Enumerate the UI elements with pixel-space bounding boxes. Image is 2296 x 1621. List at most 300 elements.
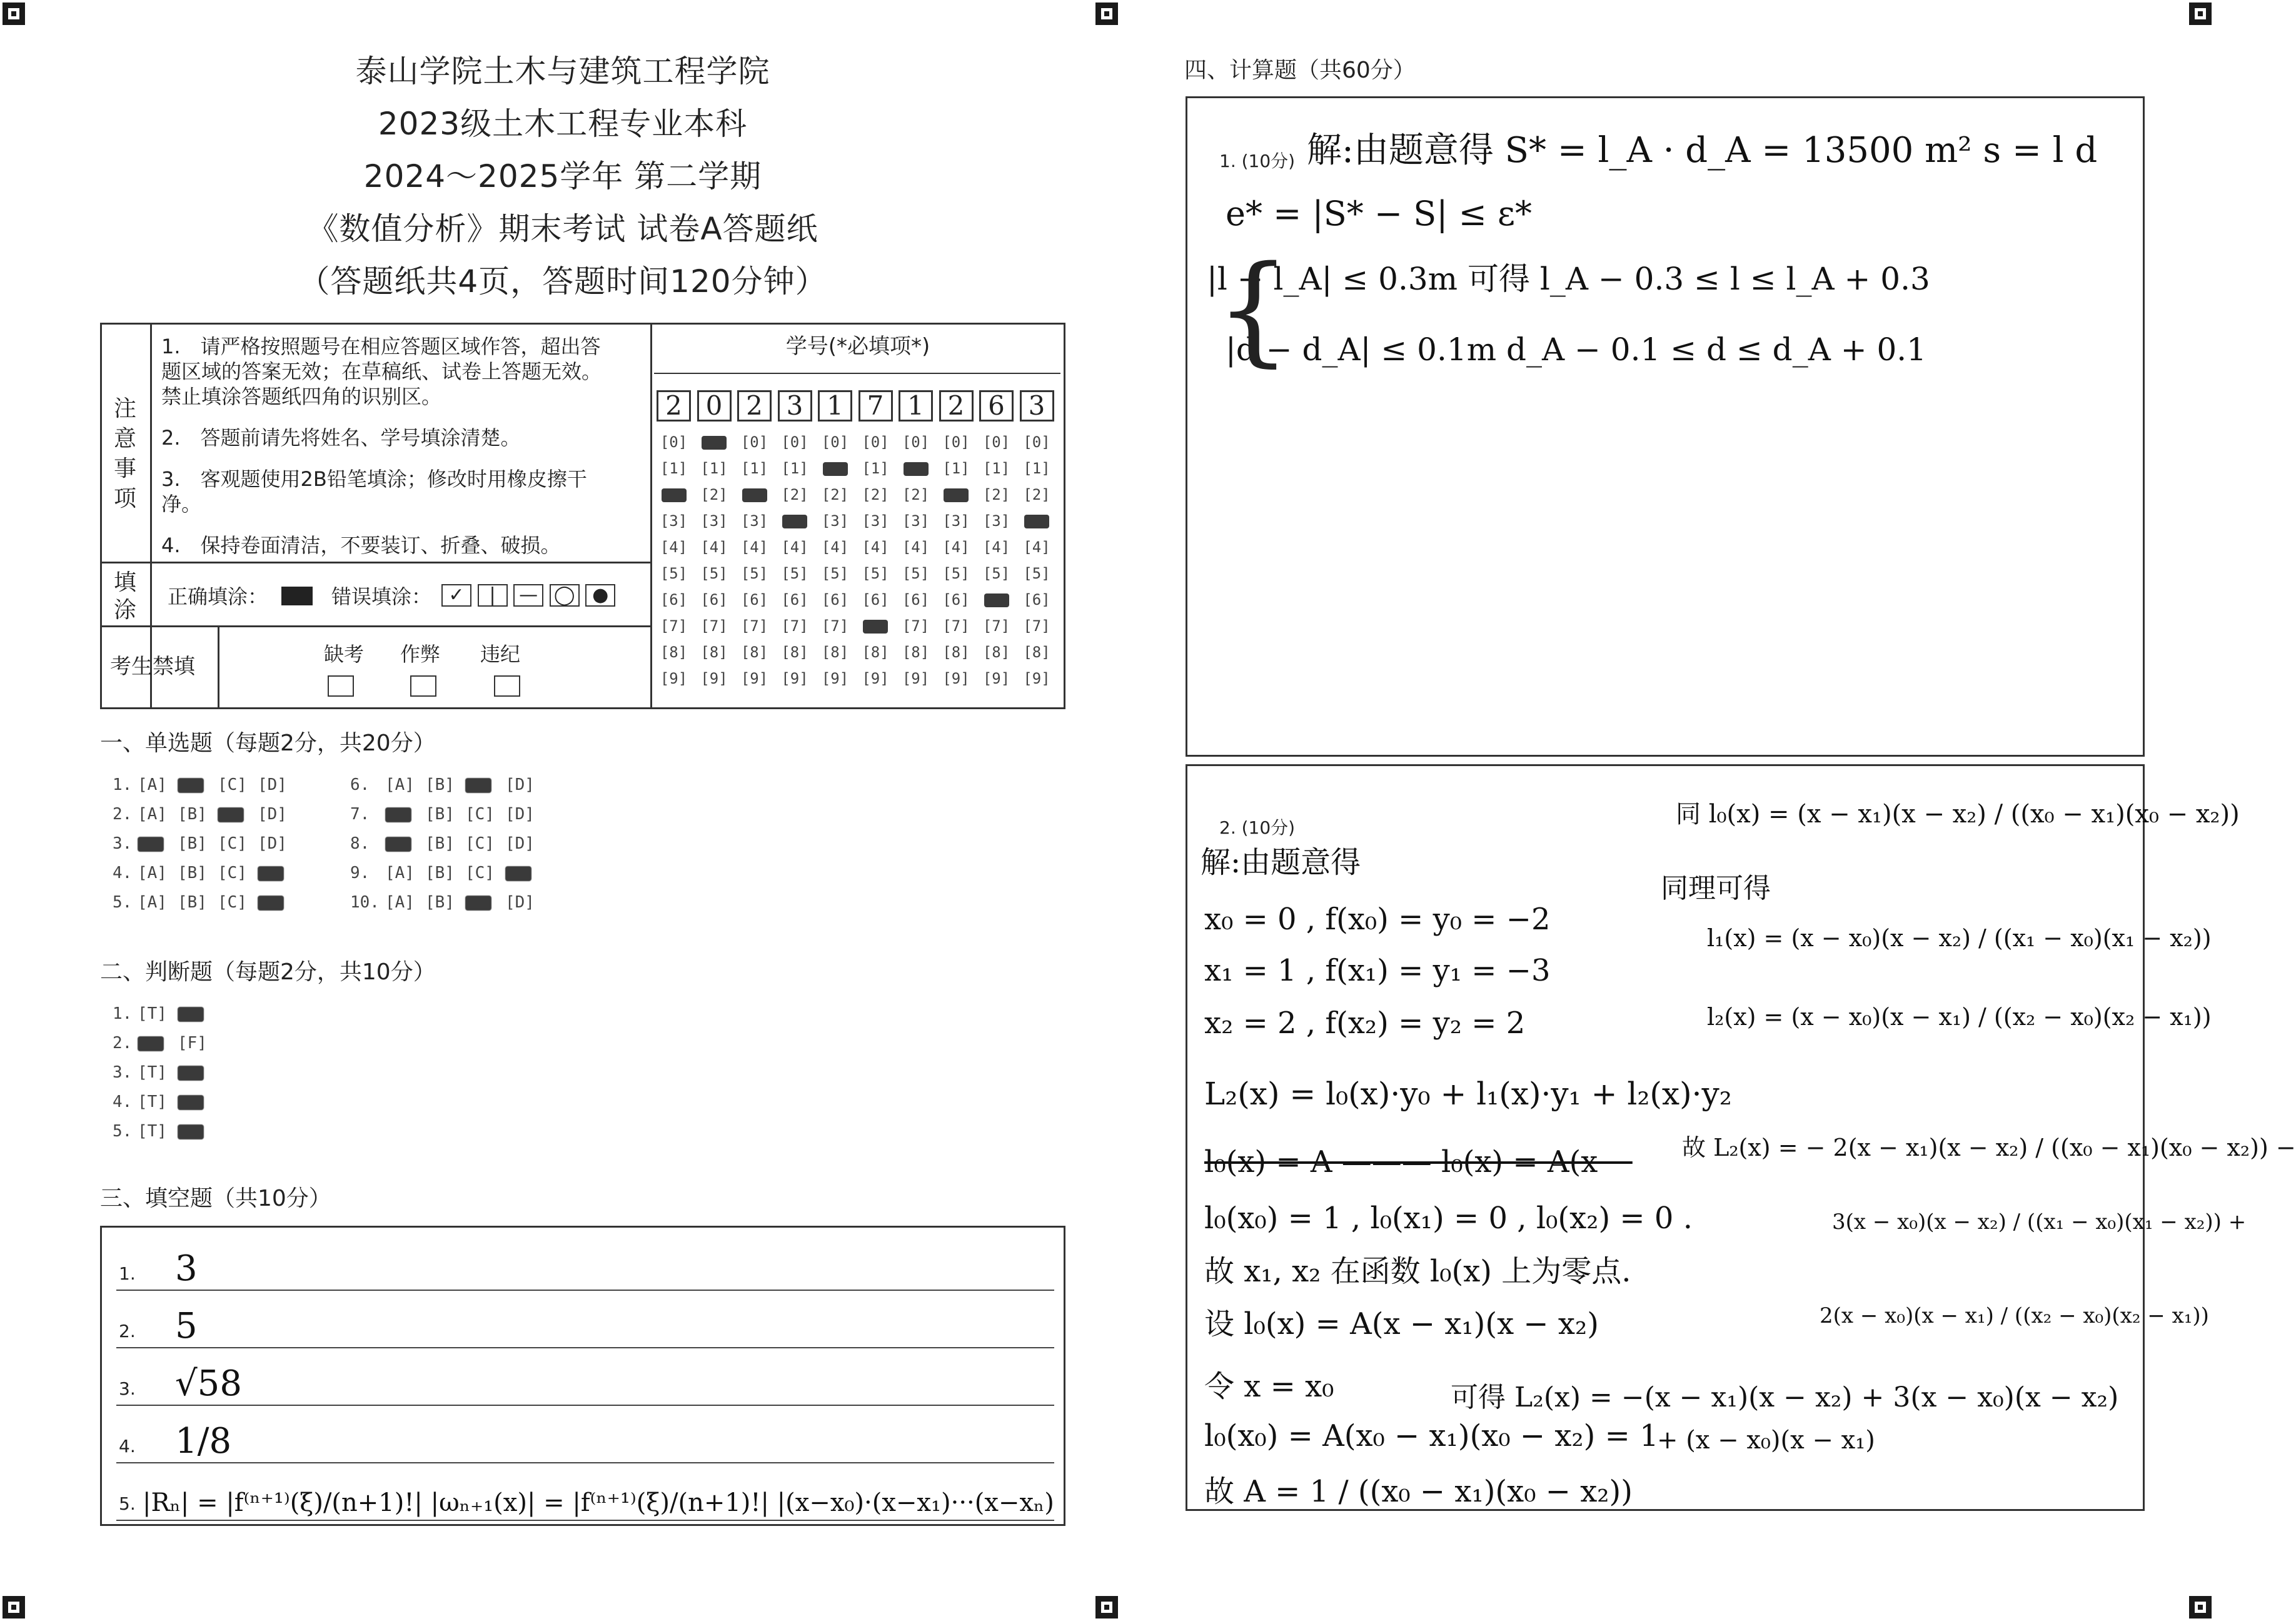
choice-bubble-filled bbox=[385, 837, 411, 852]
blank-number: 5. bbox=[119, 1493, 136, 1514]
choice-bubble-filled bbox=[465, 896, 491, 911]
student-id-bubble[interactable]: [1] bbox=[982, 460, 1010, 477]
student-id-bubble[interactable]: [4] bbox=[862, 538, 889, 556]
choice-bubble-filled bbox=[465, 778, 491, 793]
q1-brace-left: { bbox=[1216, 240, 1291, 378]
wrong-fill-samples: ✓ | — ◯ ● bbox=[441, 584, 615, 607]
q2-right-line: 2(x − x₀)(x − x₁) / ((x₂ − x₀)(x₂ − x₁)) bbox=[1820, 1303, 2209, 1328]
judgment-bubble[interactable] bbox=[138, 1034, 178, 1053]
choice-bubble[interactable]: [B] bbox=[178, 893, 207, 912]
student-id-bubble[interactable]: [5] bbox=[821, 565, 849, 582]
student-id-bubble[interactable]: [0] bbox=[781, 433, 808, 451]
student-id-bubble[interactable]: [1] bbox=[660, 460, 688, 477]
student-id-bubble-filled bbox=[782, 515, 807, 528]
student-id-bubble[interactable]: [3] bbox=[902, 512, 930, 530]
student-id-bubble[interactable]: [1] bbox=[942, 460, 970, 477]
choice-bubble[interactable]: [C] bbox=[218, 864, 247, 882]
student-id-digit: 6 bbox=[979, 390, 1014, 422]
divider bbox=[650, 323, 652, 709]
question-number: 2. bbox=[113, 805, 133, 824]
question-number: 5. bbox=[113, 1122, 133, 1141]
choice-bubble[interactable]: [B] bbox=[425, 864, 455, 882]
choice-bubble[interactable] bbox=[258, 864, 298, 882]
student-id-bubble[interactable]: [5] bbox=[700, 565, 728, 582]
student-id-bubble[interactable]: [8] bbox=[942, 644, 970, 661]
student-id-bubble[interactable]: [1] bbox=[1023, 460, 1050, 477]
student-id-bubble-filled bbox=[944, 488, 969, 502]
student-id-bubble[interactable]: [6] bbox=[781, 591, 808, 609]
student-id-bubble-filled bbox=[984, 593, 1009, 607]
judgment-bubble[interactable] bbox=[178, 1093, 218, 1111]
student-id-bubble[interactable]: [0] bbox=[862, 433, 889, 451]
choice-bubble[interactable] bbox=[258, 893, 298, 912]
notice-item-1: 1. 请严格按照题号在相应答题区域作答，超出答题区域的答案无效；在草稿纸、试卷上答题无效。禁止填涂答题纸四角的识别区。 bbox=[161, 335, 602, 408]
student-id-bubble[interactable]: [6] bbox=[942, 591, 970, 609]
choice-bubble[interactable]: [C] bbox=[218, 893, 247, 912]
student-id-bubble[interactable]: [5] bbox=[660, 565, 688, 582]
absent-checkbox[interactable] bbox=[328, 675, 354, 697]
student-id-bubble[interactable]: [5] bbox=[781, 565, 808, 582]
choice-bubble[interactable]: [D] bbox=[258, 834, 287, 853]
corner-mark-bottom-right bbox=[2189, 1596, 2212, 1618]
student-id-bubble[interactable]: [6] bbox=[700, 591, 728, 609]
choice-bubble[interactable]: [C] bbox=[465, 864, 495, 882]
student-id-bubble[interactable]: [5] bbox=[740, 565, 768, 582]
student-id-bubble[interactable] bbox=[737, 482, 772, 508]
blank-answer[interactable]: |Rₙ| = |f⁽ⁿ⁺¹⁾(ξ)/(n+1)!| |ωₙ₊₁(x)| = |f⁽ⁿ⁺¹⁾(ξ)/(n+1)!| |(x−x₀)·(x−x₁)···(x−xₙ) bbox=[143, 1488, 1054, 1517]
question-number: 3. bbox=[113, 834, 133, 853]
student-id-bubble[interactable] bbox=[939, 482, 974, 508]
student-id-digit: 1 bbox=[899, 390, 933, 422]
q2-left-line: x₁ = 1 , f(x₁) = y₁ = −3 bbox=[1204, 953, 1551, 988]
choice-bubble[interactable]: [D] bbox=[258, 775, 287, 794]
judgment-question-row bbox=[113, 1122, 218, 1141]
divider bbox=[100, 625, 650, 627]
q2-right-line: 3(x − x₀)(x − x₂) / ((x₁ − x₀)(x₁ − x₂)) + bbox=[1832, 1209, 2247, 1235]
q1-line-3: |l − l_A| ≤ 0.3m 可得 l_A − 0.3 ≤ l ≤ l_A + 0.3 bbox=[1207, 261, 1930, 297]
question-number: 8. bbox=[350, 834, 370, 853]
q2-left-line: L₂(x) = l₀(x)·y₀ + l₁(x)·y₁ + l₂(x)·y₂ bbox=[1204, 1076, 1732, 1112]
blank-underline bbox=[116, 1520, 1054, 1521]
student-id-bubble[interactable]: [8] bbox=[862, 644, 889, 661]
fill-label: 填涂 bbox=[113, 570, 136, 623]
choice-question-row bbox=[350, 864, 545, 882]
student-id-bubble[interactable]: [1] bbox=[700, 460, 728, 477]
blank-answer[interactable]: 5 bbox=[175, 1306, 198, 1346]
student-id-bubble[interactable]: [7] bbox=[1023, 617, 1050, 635]
student-id-column bbox=[1020, 429, 1054, 692]
choice-bubble[interactable] bbox=[385, 834, 425, 853]
question-number: 1. bbox=[113, 775, 133, 794]
student-id-title: 学号(*必填项*) bbox=[785, 334, 930, 359]
question-number: 2. bbox=[113, 1034, 133, 1053]
q2-right-line: 可得 L₂(x) = −(x − x₁)(x − x₂) + 3(x − x₀)(x − x₂) bbox=[1451, 1381, 2119, 1413]
student-id-bubble[interactable]: [3] bbox=[942, 512, 970, 530]
student-id-bubble[interactable]: [9] bbox=[1023, 670, 1050, 687]
student-id-digit: 2 bbox=[939, 390, 974, 422]
choice-bubble[interactable]: [C] bbox=[218, 834, 247, 853]
choice-bubble[interactable]: [D] bbox=[505, 775, 535, 794]
student-id-column bbox=[737, 429, 772, 692]
student-id-bubble[interactable]: [0] bbox=[821, 433, 849, 451]
choice-bubble[interactable]: [B] bbox=[425, 834, 455, 853]
student-id-bubble[interactable]: [7] bbox=[942, 617, 970, 635]
choice-bubble-filled bbox=[505, 866, 531, 881]
choice-bubble[interactable]: [B] bbox=[178, 864, 207, 882]
student-id-bubble[interactable]: [5] bbox=[862, 565, 889, 582]
judgment-bubble-filled bbox=[178, 1066, 204, 1081]
fill-blank-box bbox=[100, 1226, 1065, 1526]
question-number: 4. bbox=[113, 864, 133, 882]
student-id-bubble[interactable]: [6] bbox=[660, 591, 688, 609]
student-id-bubble[interactable]: [0] bbox=[1023, 433, 1050, 451]
blank-underline bbox=[116, 1347, 1054, 1348]
choice-bubble[interactable]: [A] bbox=[385, 775, 415, 794]
student-id-bubble[interactable]: [0] bbox=[740, 433, 768, 451]
student-id-bubble-filled bbox=[823, 462, 848, 476]
q2-label: 2. (10分) bbox=[1219, 817, 1296, 838]
q2-left-line: 解:由题意得 bbox=[1201, 845, 1361, 880]
judgment-bubble-filled bbox=[178, 1124, 204, 1139]
question-number: 5. bbox=[113, 893, 133, 912]
choice-question-row bbox=[113, 805, 298, 824]
header-line-3: 2024～2025学年 第二学期 bbox=[363, 158, 762, 194]
corner-mark-top-left bbox=[3, 3, 25, 25]
choice-bubble-filled bbox=[258, 866, 284, 881]
q2-left-line: x₂ = 2 , f(x₂) = y₂ = 2 bbox=[1204, 1006, 1526, 1041]
student-id-bubble[interactable]: [4] bbox=[740, 538, 768, 556]
student-id-bubble[interactable]: [9] bbox=[740, 670, 768, 687]
question-number: 3. bbox=[113, 1063, 133, 1082]
student-id-bubble[interactable]: [7] bbox=[821, 617, 849, 635]
judgment-bubble[interactable] bbox=[178, 1004, 218, 1023]
student-id-bubble[interactable] bbox=[858, 613, 893, 639]
choice-question-row bbox=[113, 893, 298, 912]
blank-answer[interactable]: 3 bbox=[175, 1248, 198, 1289]
absent-label: 缺考 bbox=[324, 642, 365, 666]
choice-bubble[interactable] bbox=[465, 893, 505, 912]
student-id-bubble[interactable]: [9] bbox=[982, 670, 1010, 687]
choice-bubble[interactable]: [C] bbox=[218, 775, 247, 794]
corner-mark-top-center bbox=[1095, 3, 1118, 25]
student-id-bubble[interactable] bbox=[979, 587, 1014, 613]
student-id-bubble[interactable]: [5] bbox=[982, 565, 1010, 582]
student-id-bubble[interactable]: [0] bbox=[942, 433, 970, 451]
choice-bubble[interactable]: [A] bbox=[138, 775, 167, 794]
section3-title: 三、填空题（共10分） bbox=[100, 1186, 331, 1211]
divider bbox=[100, 562, 650, 563]
q1-label: 1. (10分) bbox=[1219, 151, 1296, 171]
student-id-bubble[interactable] bbox=[697, 429, 732, 455]
choice-bubble[interactable] bbox=[178, 775, 218, 794]
q2-left-line: 故 x₁, x₂ 在函数 l₀(x) 上为零点. bbox=[1204, 1254, 1631, 1289]
q2-left-line: 设 l₀(x) = A(x − x₁)(x − x₂) bbox=[1204, 1306, 1599, 1341]
judgment-bubble-filled bbox=[178, 1007, 204, 1022]
student-id-bubble[interactable]: [8] bbox=[700, 644, 728, 661]
judgment-question-row bbox=[113, 1004, 218, 1023]
header-line-4: 《数值分析》期末考试 试卷A答题纸 bbox=[307, 211, 818, 247]
student-id-bubble[interactable]: [5] bbox=[942, 565, 970, 582]
choice-bubble[interactable]: [D] bbox=[505, 805, 535, 824]
choice-bubble[interactable]: [B] bbox=[178, 805, 207, 824]
choice-bubble[interactable]: [B] bbox=[425, 775, 455, 794]
choice-bubble[interactable] bbox=[385, 805, 425, 824]
blank-answer[interactable]: 1/8 bbox=[175, 1421, 232, 1462]
notice-item-4: 4. 保持卷面清洁，不要装订、折叠、破损。 bbox=[161, 533, 561, 557]
choice-bubble[interactable]: [A] bbox=[385, 864, 415, 882]
student-id-column bbox=[778, 429, 812, 692]
question-number: 4. bbox=[113, 1093, 133, 1111]
student-id-bubble[interactable]: [9] bbox=[700, 670, 728, 687]
student-id-bubble[interactable]: [5] bbox=[902, 565, 930, 582]
student-id-bubble[interactable]: [1] bbox=[781, 460, 808, 477]
student-id-bubble[interactable]: [2] bbox=[1023, 486, 1050, 503]
choice-bubble[interactable]: [D] bbox=[505, 893, 535, 912]
student-id-bubble[interactable]: [6] bbox=[902, 591, 930, 609]
student-id-bubble-filled bbox=[863, 620, 888, 634]
student-id-bubble[interactable]: [3] bbox=[982, 512, 1010, 530]
student-id-column bbox=[899, 429, 933, 692]
question-number: 7. bbox=[350, 805, 370, 824]
student-id-bubble[interactable]: [8] bbox=[902, 644, 930, 661]
choice-bubble[interactable] bbox=[218, 805, 258, 824]
q2-right-line: 同理可得 bbox=[1661, 872, 1771, 904]
student-id-bubble[interactable]: [2] bbox=[862, 486, 889, 503]
student-id-bubble[interactable]: [9] bbox=[660, 670, 688, 687]
student-id-bubble[interactable]: [2] bbox=[982, 486, 1010, 503]
q2-left-line: l₀(x) = A ——— l₀(x) = A(x − bbox=[1204, 1144, 1633, 1179]
choice-question-row bbox=[113, 864, 298, 882]
student-id-bubble[interactable]: [2] bbox=[902, 486, 930, 503]
student-id-column bbox=[818, 429, 852, 692]
student-id-digit: 0 bbox=[697, 390, 732, 422]
student-id-bubble[interactable]: [0] bbox=[660, 433, 688, 451]
q2-right-line: 同 l₀(x) = (x − x₁)(x − x₂) / ((x₀ − x₁)(x₀ − x₂)) bbox=[1676, 800, 2240, 829]
student-id-bubble[interactable] bbox=[657, 482, 691, 508]
choice-question-row bbox=[350, 775, 545, 794]
student-id-column bbox=[979, 429, 1014, 692]
question-number: 9. bbox=[350, 864, 370, 882]
student-id-bubble[interactable]: [8] bbox=[660, 644, 688, 661]
student-id-bubble[interactable]: [9] bbox=[942, 670, 970, 687]
student-id-bubble[interactable]: [1] bbox=[740, 460, 768, 477]
choice-bubble-filled bbox=[178, 778, 204, 793]
student-id-bubble[interactable]: [4] bbox=[660, 538, 688, 556]
student-id-bubble[interactable]: [0] bbox=[902, 433, 930, 451]
forbidden-label: 考生禁填 bbox=[110, 654, 195, 679]
student-id-bubble[interactable]: [7] bbox=[902, 617, 930, 635]
blank-number: 2. bbox=[119, 1321, 136, 1341]
student-id-bubble[interactable]: [4] bbox=[821, 538, 849, 556]
student-id-bubble[interactable]: [8] bbox=[1023, 644, 1050, 661]
student-id-bubble[interactable]: [0] bbox=[982, 433, 1010, 451]
judgment-bubble[interactable]: [T] bbox=[138, 1063, 167, 1082]
student-id-bubble[interactable]: [2] bbox=[700, 486, 728, 503]
student-id-column bbox=[697, 429, 732, 692]
question-number: 1. bbox=[113, 1004, 133, 1023]
header-line-5: （答题纸共4页，答题时间120分钟） bbox=[298, 263, 827, 300]
q1-line-1: 解:由题意得 S* = l_A · d_A = 13500 m² s = l d bbox=[1307, 130, 2098, 171]
judgment-bubble-filled bbox=[138, 1036, 164, 1051]
student-id-bubble[interactable]: [3] bbox=[700, 512, 728, 530]
student-id-bubble[interactable]: [7] bbox=[982, 617, 1010, 635]
section2-title: 二、判断题（每题2分，共10分） bbox=[100, 959, 436, 985]
corner-mark-bottom-center bbox=[1095, 1596, 1118, 1618]
q2-right-line: l₂(x) = (x − x₀)(x − x₁) / ((x₂ − x₀)(x₂ − x₁)) bbox=[1707, 1003, 2212, 1031]
notice-side-label: 注意事项 bbox=[113, 396, 136, 512]
student-id-bubble[interactable]: [3] bbox=[821, 512, 849, 530]
choice-bubble[interactable]: [A] bbox=[138, 893, 167, 912]
choice-question-row bbox=[350, 805, 545, 824]
q2-left-line: 故 A = 1 / ((x₀ − x₁)(x₀ − x₂)) bbox=[1204, 1474, 1633, 1509]
student-id-bubble[interactable]: [7] bbox=[700, 617, 728, 635]
judgment-question-row bbox=[113, 1093, 218, 1111]
q2-right-line: + (x − x₀)(x − x₁) bbox=[1657, 1426, 1875, 1455]
student-id-bubble[interactable]: [8] bbox=[781, 644, 808, 661]
student-id-bubble[interactable]: [4] bbox=[781, 538, 808, 556]
blank-number: 1. bbox=[119, 1263, 136, 1284]
student-id-bubble[interactable]: [3] bbox=[862, 512, 889, 530]
student-id-bubble[interactable]: [8] bbox=[821, 644, 849, 661]
student-id-bubble-filled bbox=[662, 488, 687, 502]
section1-title: 一、单选题（每题2分，共20分） bbox=[100, 730, 436, 756]
header-line-2: 2023级土木工程专业本科 bbox=[378, 106, 748, 142]
blank-answer[interactable]: √58 bbox=[175, 1363, 242, 1404]
choice-question-row bbox=[350, 893, 545, 912]
q1-line-2: e* = |S* − S| ≤ ε* bbox=[1226, 194, 1533, 233]
judgment-bubble[interactable]: [T] bbox=[138, 1004, 167, 1023]
notice-item-3: 3. 客观题使用2B铅笔填涂；修改时用橡皮擦干净。 bbox=[161, 467, 587, 516]
choice-bubble-filled bbox=[385, 807, 411, 822]
student-id-bubble[interactable] bbox=[899, 455, 933, 482]
student-id-bubble[interactable]: [4] bbox=[942, 538, 970, 556]
correct-fill-sample bbox=[281, 587, 313, 605]
student-id-bubble[interactable]: [6] bbox=[821, 591, 849, 609]
student-id-bubble-filled bbox=[742, 488, 767, 502]
student-id-bubble[interactable]: [9] bbox=[781, 670, 808, 687]
choice-question-row bbox=[113, 775, 298, 794]
student-id-bubble[interactable] bbox=[1020, 508, 1054, 534]
q2-left-line: l₀(x₀) = A(x₀ − x₁)(x₀ − x₂) = 1 bbox=[1204, 1418, 1659, 1453]
blank-underline bbox=[116, 1405, 1054, 1406]
choice-bubble[interactable]: [B] bbox=[425, 893, 455, 912]
student-id-column bbox=[939, 429, 974, 692]
notice-item-2: 2. 答题前请先将姓名、学号填涂清楚。 bbox=[161, 426, 521, 450]
choice-bubble[interactable]: [A] bbox=[138, 864, 167, 882]
student-id-bubble[interactable]: [5] bbox=[1023, 565, 1050, 582]
student-id-bubble[interactable]: [9] bbox=[862, 670, 889, 687]
divider bbox=[218, 625, 219, 709]
blank-number: 3. bbox=[119, 1378, 136, 1399]
blank-number: 4. bbox=[119, 1436, 136, 1457]
divider bbox=[150, 323, 152, 709]
q2-left-line: x₀ = 0 , f(x₀) = y₀ = −2 bbox=[1204, 902, 1551, 937]
q2-right-line: 故 L₂(x) = − 2(x − x₁)(x − x₂) / ((x₀ − x₁)(x₀ − x₂)) − bbox=[1682, 1134, 2296, 1161]
student-id-bubble[interactable]: [4] bbox=[902, 538, 930, 556]
q2-left-line: 令 x = x₀ bbox=[1204, 1369, 1334, 1404]
choice-bubble[interactable]: [D] bbox=[258, 805, 287, 824]
student-id-bubble[interactable]: [9] bbox=[902, 670, 930, 687]
section4-title: 四、计算题（共60分） bbox=[1184, 58, 1416, 83]
q1-line-4: |d − d_A| ≤ 0.1m d_A − 0.1 ≤ d ≤ d_A + 0.1 bbox=[1226, 331, 1926, 368]
choice-bubble[interactable]: [A] bbox=[138, 805, 167, 824]
student-id-bubble[interactable]: [4] bbox=[700, 538, 728, 556]
choice-bubble[interactable]: [C] bbox=[465, 805, 495, 824]
choice-bubble-filled bbox=[138, 837, 164, 852]
judgment-bubble-filled bbox=[178, 1095, 204, 1110]
student-id-bubble[interactable]: [2] bbox=[821, 486, 849, 503]
student-id-bubble[interactable]: [4] bbox=[1023, 538, 1050, 556]
student-id-bubble[interactable]: [1] bbox=[862, 460, 889, 477]
student-id-digit: 3 bbox=[1020, 390, 1054, 422]
student-id-bubble[interactable]: [6] bbox=[740, 591, 768, 609]
header-line-1: 泰山学院土木与建筑工程学院 bbox=[355, 53, 770, 89]
judgment-bubble[interactable] bbox=[178, 1063, 218, 1082]
student-id-digit: 7 bbox=[858, 390, 893, 422]
student-id-bubble-filled bbox=[1024, 515, 1049, 528]
student-id-bubble[interactable]: [7] bbox=[781, 617, 808, 635]
student-id-bubble[interactable]: [8] bbox=[982, 644, 1010, 661]
choice-question-row bbox=[350, 834, 545, 853]
student-id-bubble-filled bbox=[904, 462, 929, 476]
q2-left-line: l₀(x₀) = 1 , l₀(x₁) = 0 , l₀(x₂) = 0 . bbox=[1204, 1201, 1693, 1236]
student-id-digit: 3 bbox=[778, 390, 812, 422]
corner-mark-top-right bbox=[2189, 3, 2212, 25]
choice-question-row bbox=[113, 834, 298, 853]
choice-bubble[interactable]: [B] bbox=[425, 805, 455, 824]
choice-bubble[interactable]: [A] bbox=[385, 893, 415, 912]
question-number: 6. bbox=[350, 775, 370, 794]
choice-bubble-filled bbox=[258, 896, 284, 911]
choice-bubble[interactable]: [C] bbox=[465, 834, 495, 853]
student-id-bubble[interactable]: [7] bbox=[660, 617, 688, 635]
choice-bubble[interactable] bbox=[505, 864, 545, 882]
student-id-bubble[interactable]: [8] bbox=[740, 644, 768, 661]
student-id-bubble[interactable] bbox=[778, 508, 812, 534]
correct-fill-label: 正确填涂： bbox=[168, 585, 268, 609]
student-id-bubble[interactable] bbox=[818, 455, 852, 482]
student-id-bubble[interactable]: [2] bbox=[781, 486, 808, 503]
judgment-bubble[interactable]: [T] bbox=[138, 1093, 167, 1111]
student-id-bubble[interactable]: [4] bbox=[982, 538, 1010, 556]
wrong-fill-label: 错误填涂： bbox=[331, 585, 432, 609]
cheat-label: 作弊 bbox=[400, 642, 441, 666]
divider bbox=[654, 373, 1060, 374]
choice-bubble[interactable]: [B] bbox=[178, 834, 207, 853]
student-id-digit: 1 bbox=[818, 390, 852, 422]
student-id-bubble[interactable]: [6] bbox=[862, 591, 889, 609]
corner-mark-bottom-left bbox=[3, 1596, 25, 1618]
choice-bubble[interactable]: [D] bbox=[505, 834, 535, 853]
choice-bubble[interactable] bbox=[465, 775, 505, 794]
student-id-bubble[interactable]: [6] bbox=[1023, 591, 1050, 609]
student-id-bubble-filled bbox=[702, 436, 727, 450]
choice-bubble-filled bbox=[218, 807, 244, 822]
choice-bubble[interactable] bbox=[138, 834, 178, 853]
violation-checkbox[interactable] bbox=[494, 675, 520, 697]
cheat-checkbox[interactable] bbox=[410, 675, 436, 697]
student-id-bubble[interactable]: [3] bbox=[740, 512, 768, 530]
student-id-digit: 2 bbox=[737, 390, 772, 422]
judgment-bubble[interactable]: [F] bbox=[178, 1034, 207, 1053]
judgment-question-row bbox=[113, 1034, 218, 1053]
judgment-bubble[interactable] bbox=[178, 1122, 218, 1141]
judgment-bubble[interactable]: [T] bbox=[138, 1122, 167, 1141]
violation-label: 违纪 bbox=[480, 642, 521, 666]
student-id-bubble[interactable]: [9] bbox=[821, 670, 849, 687]
student-id-bubble[interactable]: [3] bbox=[660, 512, 688, 530]
student-id-bubble[interactable]: [7] bbox=[740, 617, 768, 635]
